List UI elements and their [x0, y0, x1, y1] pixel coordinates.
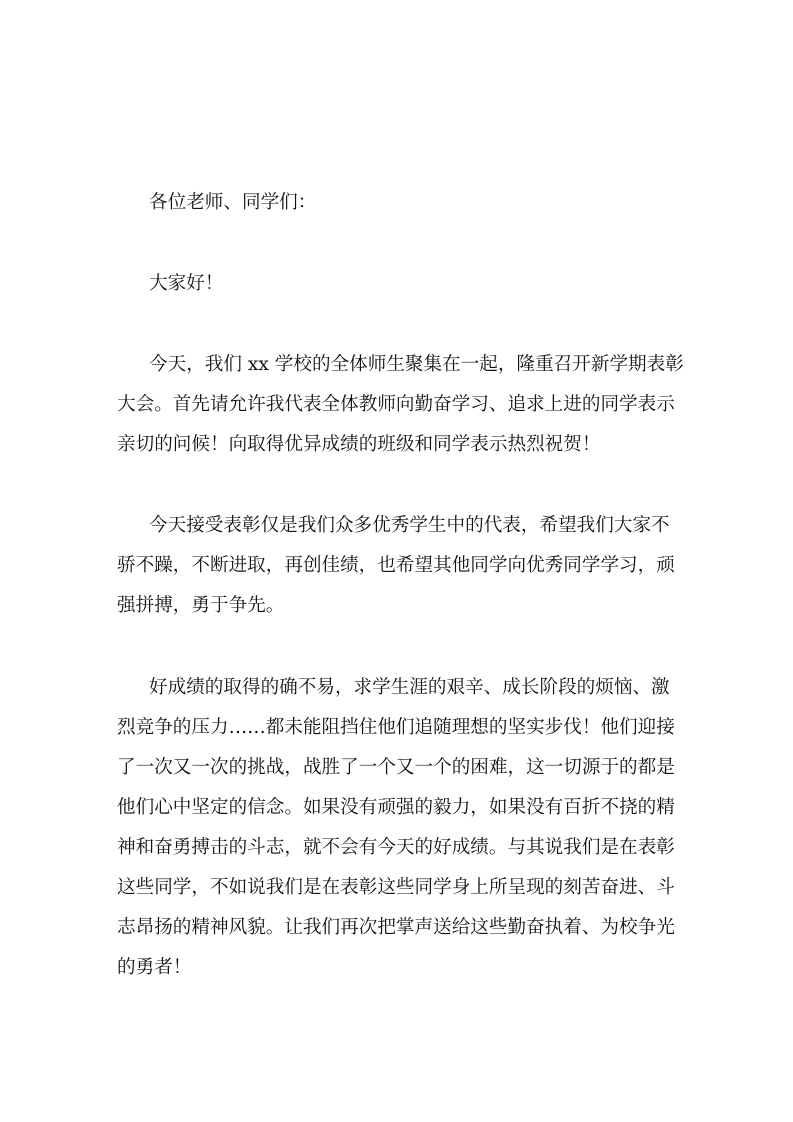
paragraph-3-line-2: 烈竞争的压力……都未能阻挡住他们追随理想的坚实步伐！他们迎接	[117, 717, 675, 738]
paragraph-1-line-1: 今天，我们 xx 学校的全体师生聚集在一起，隆重召开新学期表彰	[149, 354, 684, 375]
paragraph-3-line-6: 这些同学，不如说我们是在表彰这些同学身上所呈现的刻苦奋进、斗	[117, 877, 675, 898]
greeting: 大家好！	[149, 273, 224, 294]
paragraph-3-line-3: 了一次又一次的挑战，战胜了一个又一个的困难，这一切源于的都是	[117, 757, 675, 778]
paragraph-3-line-4: 他们心中坚定的信念。如果没有顽强的毅力，如果没有百折不挠的精	[117, 797, 675, 818]
paragraph-1-line-2: 大会。首先请允许我代表全体教师向勤奋学习、追求上进的同学表示	[117, 394, 675, 415]
paragraph-3-line-8: 的勇者！	[117, 957, 192, 978]
paragraph-3-line-5: 神和奋勇搏击的斗志，就不会有今天的好成绩。与其说我们是在表彰	[117, 837, 675, 858]
paragraph-1-line-3: 亲切的问候！向取得优异成绩的班级和同学表示热烈祝贺！	[117, 434, 601, 455]
paragraph-3-line-1: 好成绩的取得的确不易，求学生涯的艰辛、成长阶段的烦恼、激	[149, 677, 670, 698]
paragraph-3-line-7: 志昂扬的精神风貌。让我们再次把掌声送给这些勤奋执着、为校争光	[117, 917, 675, 938]
paragraph-2-line-3: 强拼搏，勇于争先。	[117, 595, 285, 616]
salutation: 各位老师、同学们：	[149, 192, 317, 213]
paragraph-2-line-2: 骄不躁，不断进取，再创佳绩，也希望其他同学向优秀同学学习，顽	[117, 555, 675, 576]
paragraph-2-line-1: 今天接受表彰仅是我们众多优秀学生中的代表，希望我们大家不	[149, 515, 670, 536]
